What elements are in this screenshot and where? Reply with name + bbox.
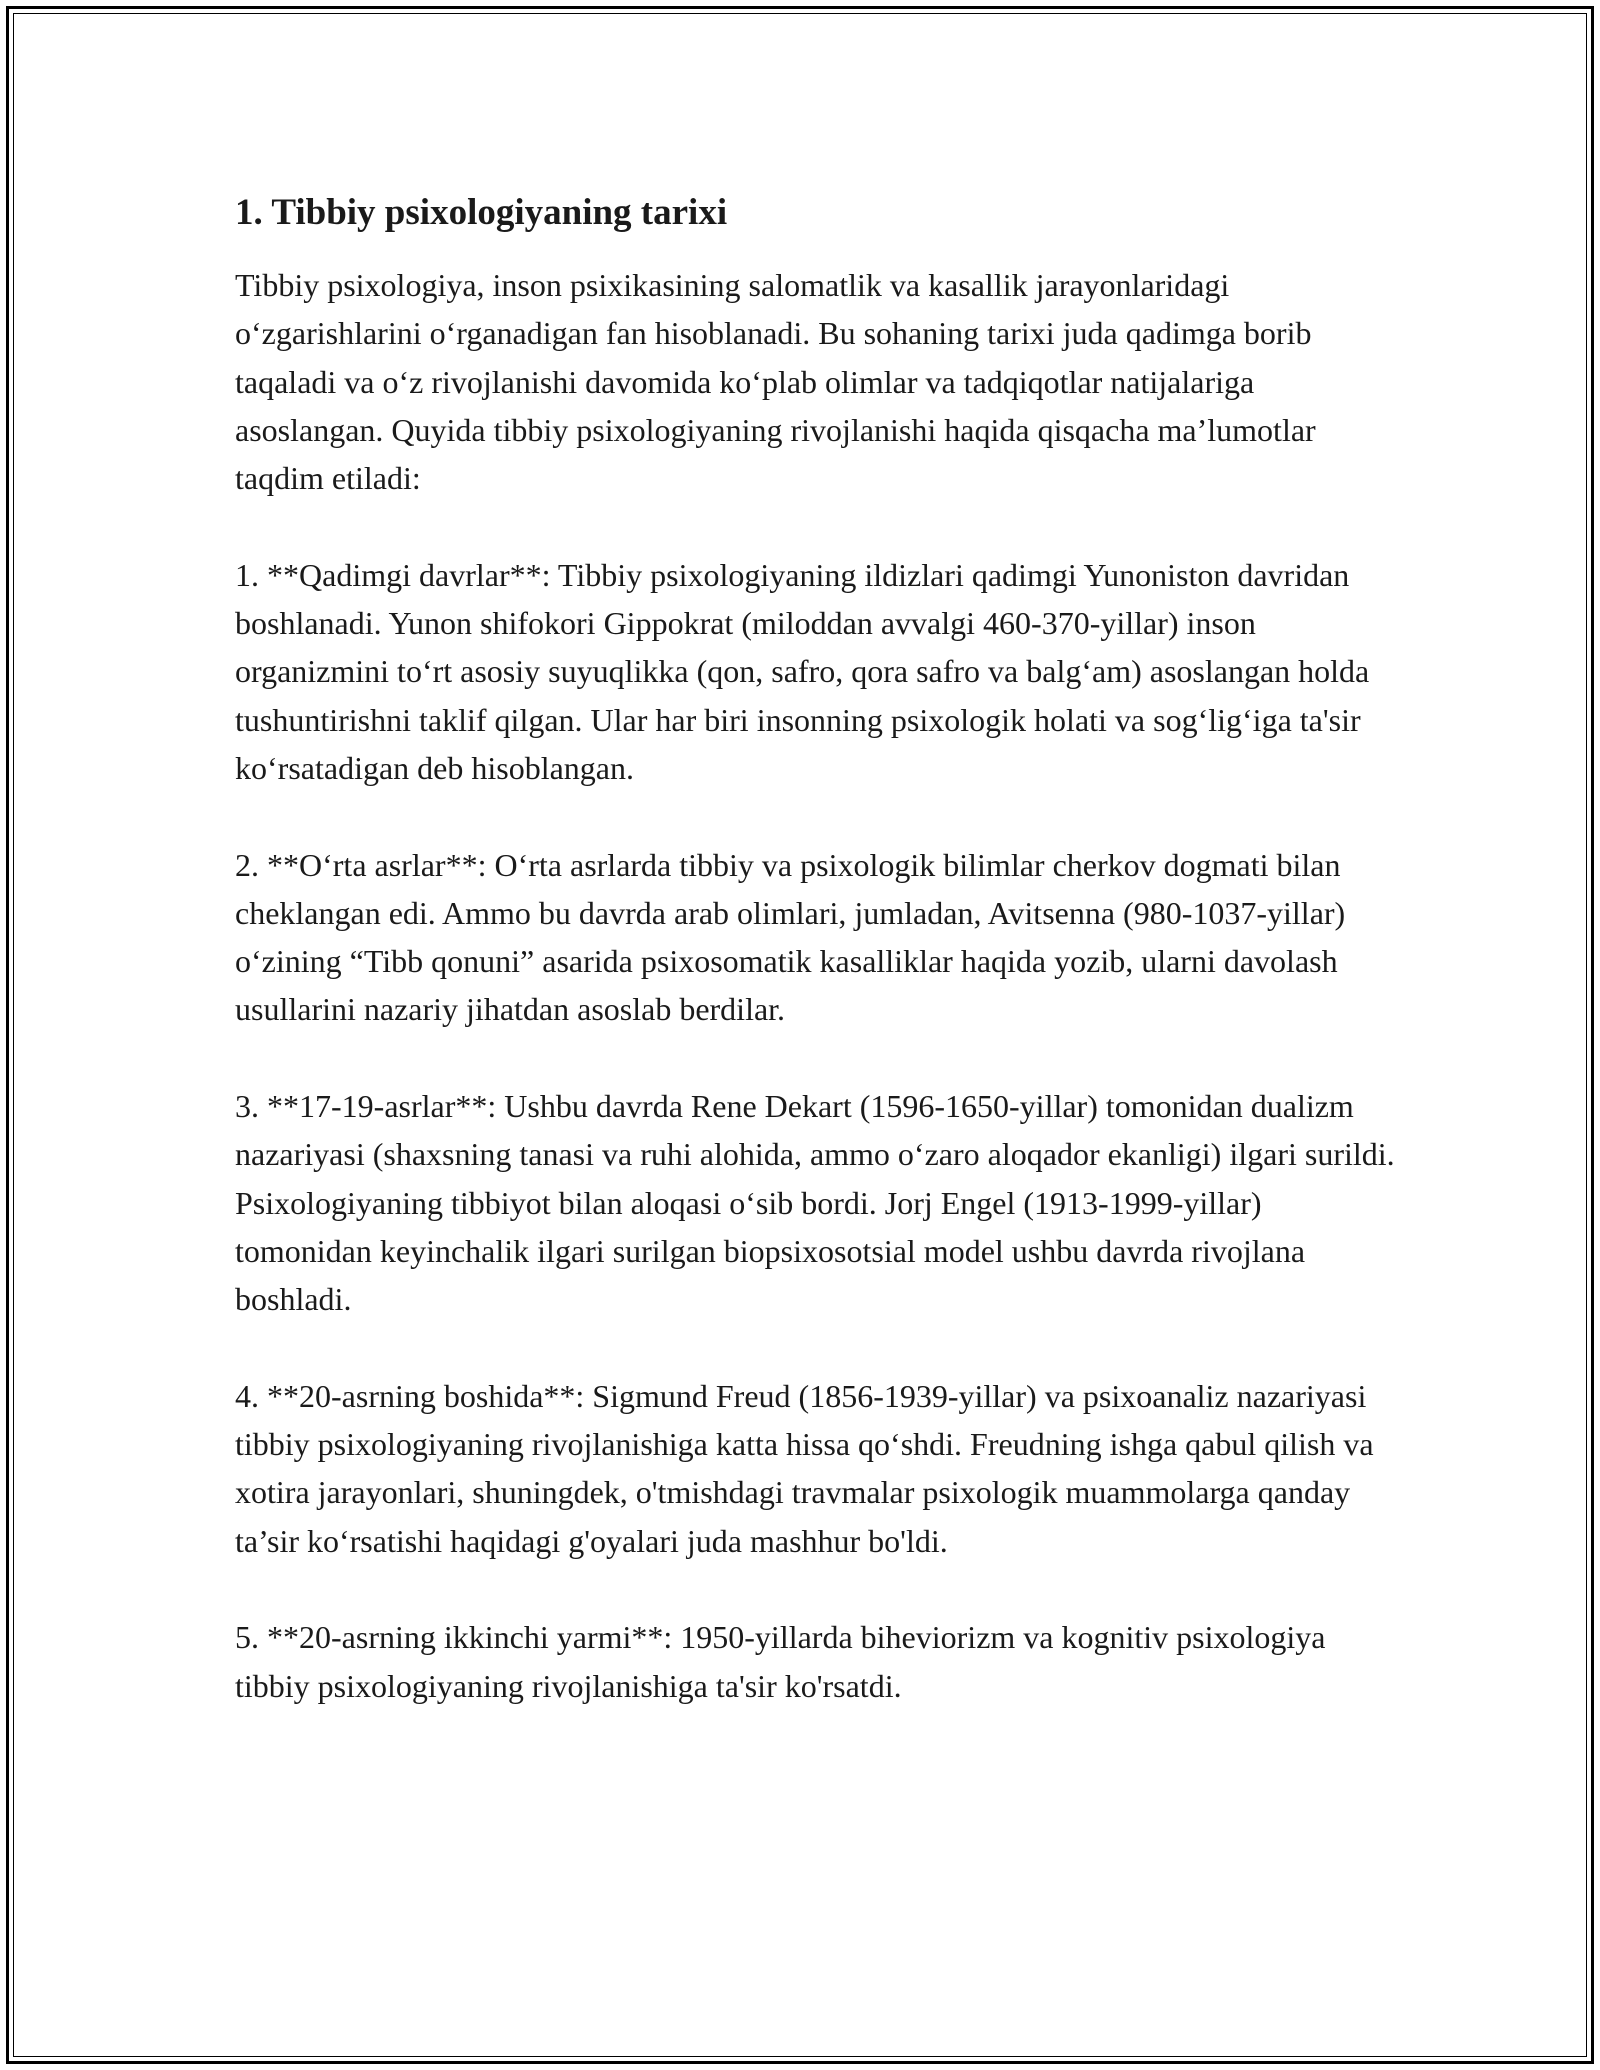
document-body	[235, 185, 1395, 1710]
paragraph-17-19-centuries: 3. **17-19-asrlar**: Ushbu davrda Rene Dekart (1596-1650-yillar) tomonidan dualizm nazariyasi (shaxsning tanasi va ruhi alohida, ammo o‘zaro aloqador ekanligi) ilgari surildi. Psixologiyaning tibbiyot bilan aloqasi o‘sib bordi. Jorj Engel (1913-1999-yillar) tomonidan keyinchalik ilgari surilgan biopsixosotsial model ushbu davrda rivojlana boshladi.	[235, 1088, 1395, 1318]
paragraph-middle-ages: 2. **O‘rta asrlar**: O‘rta asrlarda tibbiy va psixologik bilimlar cherkov dogmati bilan cheklangan edi. Ammo bu davrda arab olimlari, jumladan, Avitsenna (980-1037-yillar) o‘zining “Tibb qonuni” asarida psixosomatik kasalliklar haqida yozib, ularni davolash usullarini nazariy jihatdan asoslab berdilar.	[235, 846, 1346, 1028]
paragraph-early-20th-century: 4. **20-asrning boshida**: Sigmund Freud (1856-1939-yillar) va psixoanaliz nazariyasi tibbiy psixologiyaning rivojlanishiga katta hissa qo‘shdi. Freudning ishga qabul qilish va xotira jarayonlari, shuningdek, o'tmishdagi travmalar psixologik muammolarga qanday ta’sir ko‘rsatishi haqidagi g'oyalari juda mashhur bo'ldi.	[235, 1377, 1374, 1559]
paragraph-late-20th-century: 5. **20-asrning ikkinchi yarmi**: 1950-yillarda biheviorizm va kognitiv psixologiya tibbiy psixologiyaning rivojlanishiga ta'sir ko'rsatdi.	[235, 1619, 1326, 1704]
paragraph-ancient-times: 1. **Qadimgi davrlar**: Tibbiy psixologiyaning ildizlari qadimgi Yunoniston davridan boshlanadi. Yunon shifokori Gippokrat (miloddan avvalgi 460-370-yillar) inson organizmini to‘rt asosiy suyuqlikka (qon, safro, qora safro va balg‘am) asoslangan holda tushuntirishni taklif qilgan. Ular har biri insonning psixologik holati va sog‘lig‘iga ta'sir ko‘rsatadigan deb hisoblangan.	[235, 556, 1370, 786]
intro-paragraph: Tibbiy psixologiya, inson psixikasining salomatlik va kasallik jarayonlaridagi o‘zgarishlarini o‘rganadigan fan hisoblanadi. Bu sohaning tarixi juda qadimga borib taqaladi va o‘z rivojlanishi davomida ko‘plab olimlar va tadqiqotlar natijalariga asoslangan. Quyida tibbiy psixologiyaning rivojlanishi haqida qisqacha ma’lumotlar taqdim etiladi:	[235, 267, 1316, 497]
document-title: 1. Tibbiy psixologiyaning tarixi	[235, 192, 728, 233]
